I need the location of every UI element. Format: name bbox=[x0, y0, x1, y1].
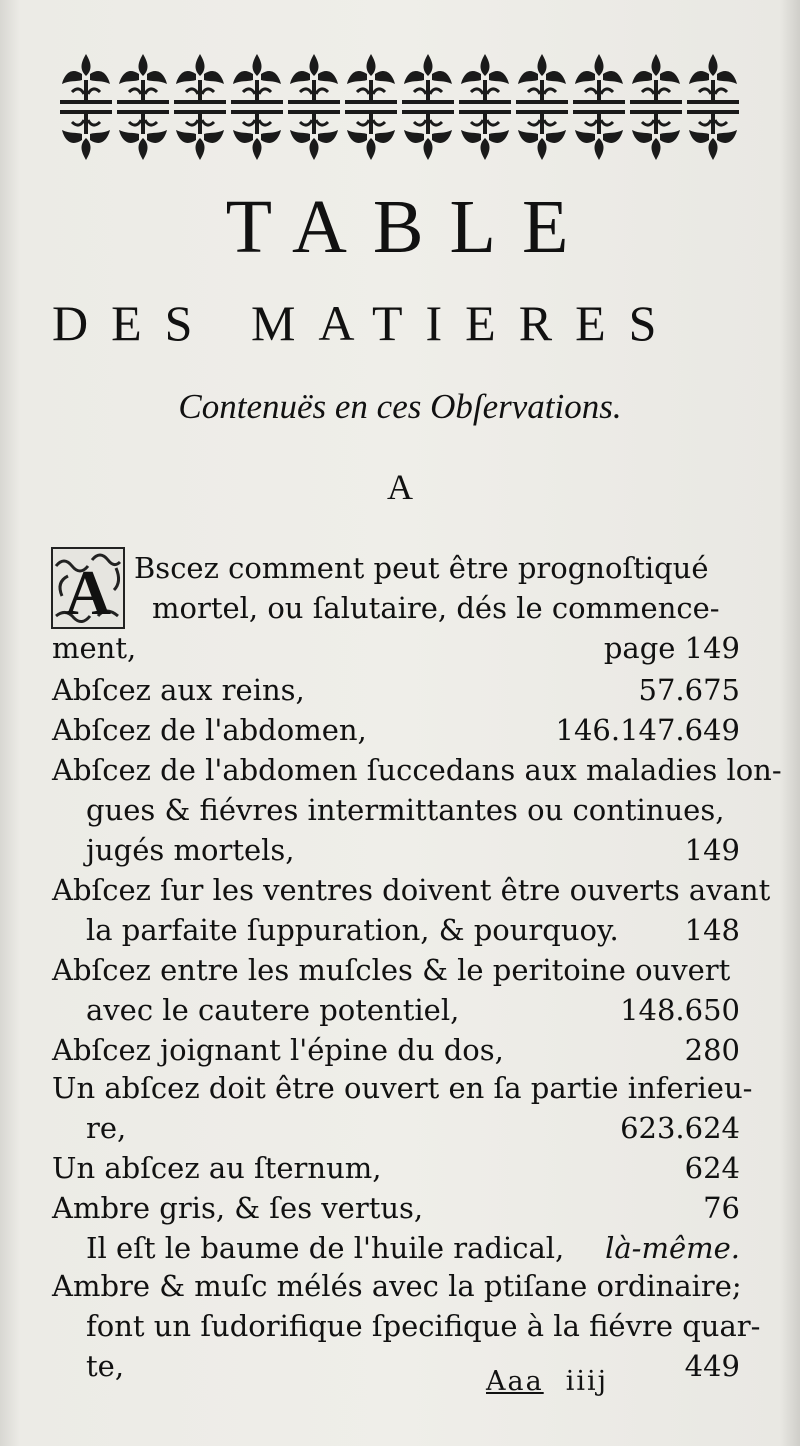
index-entry bbox=[0, 1306, 800, 1346]
entry-text: Un abſcez doit être ouvert en ſa partie inferieu- bbox=[52, 1071, 753, 1105]
fleuron-icon bbox=[174, 54, 226, 104]
fleuron-icon bbox=[687, 110, 739, 160]
index-entry bbox=[0, 830, 800, 870]
fleuron-icon bbox=[402, 110, 454, 160]
entry-text: Ambre gris, & ſes vertus, bbox=[52, 1191, 424, 1225]
entry-text: Abſcez joignant l'épine du dos, bbox=[52, 1033, 504, 1067]
index-entry bbox=[0, 790, 800, 830]
index-entry bbox=[0, 628, 800, 668]
entry-text: Abſcez entre les muſcles & le peritoine ouvert bbox=[52, 953, 731, 987]
fleuron-icon bbox=[117, 54, 169, 104]
fleuron-icon bbox=[345, 110, 397, 160]
entry-text: te, bbox=[86, 1349, 125, 1383]
entry-text: Ambre & muſc mélés avec la ptiſane ordinaire; bbox=[52, 1269, 742, 1303]
fleuron-icon bbox=[516, 54, 568, 104]
entry-text: Un abſcez au ſternum, bbox=[52, 1151, 382, 1185]
entry-page-ref: là-même. bbox=[605, 1231, 740, 1265]
fleuron-icon bbox=[231, 110, 283, 160]
signature-letters: Aaa bbox=[486, 1366, 544, 1397]
fleuron-icon bbox=[573, 110, 625, 160]
section-letter: A bbox=[387, 467, 413, 507]
index-entry bbox=[0, 750, 800, 790]
entry-page-ref: 76 bbox=[703, 1191, 740, 1225]
fleuron-icon bbox=[174, 110, 226, 160]
entry-page-ref: 148.650 bbox=[620, 993, 740, 1027]
index-entry bbox=[0, 990, 800, 1030]
entry-text: la parfaite ſuppuration, & pourquoy. bbox=[86, 913, 619, 947]
entry-page-ref: 280 bbox=[684, 1033, 740, 1067]
fleuron-icon bbox=[288, 54, 340, 104]
entry-page-ref: 449 bbox=[684, 1349, 740, 1383]
fleuron-icon bbox=[687, 54, 739, 104]
fleuron-icon bbox=[459, 54, 511, 104]
entry-text: Abſcez de l'abdomen ſuccedans aux maladies lon- bbox=[52, 753, 782, 787]
index-entry bbox=[0, 1346, 800, 1386]
entry-text: font un ſudorifique ſpecifique à la fiévre quar- bbox=[86, 1309, 761, 1343]
entry-page-ref: 624 bbox=[684, 1151, 740, 1185]
fleuron-icon bbox=[630, 110, 682, 160]
fleuron-icon bbox=[60, 54, 112, 104]
fleuron-icon bbox=[573, 54, 625, 104]
index-entry bbox=[0, 950, 800, 990]
entry-text: Il eſt le baume de l'huile radical, bbox=[86, 1231, 565, 1265]
entry-page-ref: 57.675 bbox=[638, 673, 740, 707]
entry-page-ref: 623.624 bbox=[620, 1111, 740, 1145]
floral-ornament-band bbox=[58, 48, 742, 166]
index-entry bbox=[0, 670, 800, 710]
index-entry bbox=[0, 1148, 800, 1188]
index-entry bbox=[0, 1188, 800, 1228]
index-entry bbox=[0, 1030, 800, 1070]
page-subtitle: DES MATIERES bbox=[52, 295, 680, 351]
svg-text:A: A bbox=[64, 557, 112, 628]
fleuron-icon bbox=[60, 110, 112, 160]
index-entry bbox=[0, 1108, 800, 1148]
entry-page-ref: 149 bbox=[684, 833, 740, 867]
fleuron-icon bbox=[459, 110, 511, 160]
entry-text: ment, bbox=[52, 631, 137, 665]
fleuron-icon bbox=[345, 54, 397, 104]
entry-text: jugés mortels, bbox=[86, 833, 295, 867]
entry-text: Abſcez de l'abdomen, bbox=[52, 713, 367, 747]
fleuron-icon bbox=[402, 54, 454, 104]
entry-text: gues & fiévres intermittantes ou continues, bbox=[86, 793, 725, 827]
fleuron-icon bbox=[231, 54, 283, 104]
index-entry bbox=[0, 588, 800, 628]
index-entry bbox=[0, 710, 800, 750]
entry-page-ref: 146.147.649 bbox=[555, 713, 740, 747]
entry-page-ref: page 149 bbox=[603, 631, 740, 665]
entry-text: re, bbox=[86, 1111, 127, 1145]
entry-text: Abſcez ſur les ventres doivent être ouverts avant bbox=[52, 873, 771, 907]
fleuron-icon bbox=[117, 110, 169, 160]
entry-text: mortel, ou ſalutaire, dés le commence- bbox=[152, 591, 720, 625]
signature-mark bbox=[486, 1362, 608, 1402]
entry-text: Abſcez aux reins, bbox=[52, 673, 305, 707]
index-entry bbox=[0, 870, 800, 910]
fleuron-icon bbox=[288, 110, 340, 160]
folio-number: iiij bbox=[565, 1366, 608, 1397]
index-entry bbox=[0, 1068, 800, 1108]
page-title: TABLE bbox=[225, 185, 595, 269]
fleuron-icon bbox=[516, 110, 568, 160]
index-entry bbox=[0, 1266, 800, 1306]
index-entry bbox=[0, 548, 800, 588]
index-entry bbox=[0, 1228, 800, 1268]
index-entry bbox=[0, 910, 800, 950]
entry-text: Bscez comment peut être prognoſtiqué bbox=[134, 551, 709, 585]
fleuron-icon bbox=[630, 54, 682, 104]
entry-text: avec le cautere potentiel, bbox=[86, 993, 460, 1027]
page-caption: Contenuës en ces Obſervations. bbox=[178, 387, 622, 426]
entry-page-ref: 148 bbox=[684, 913, 740, 947]
